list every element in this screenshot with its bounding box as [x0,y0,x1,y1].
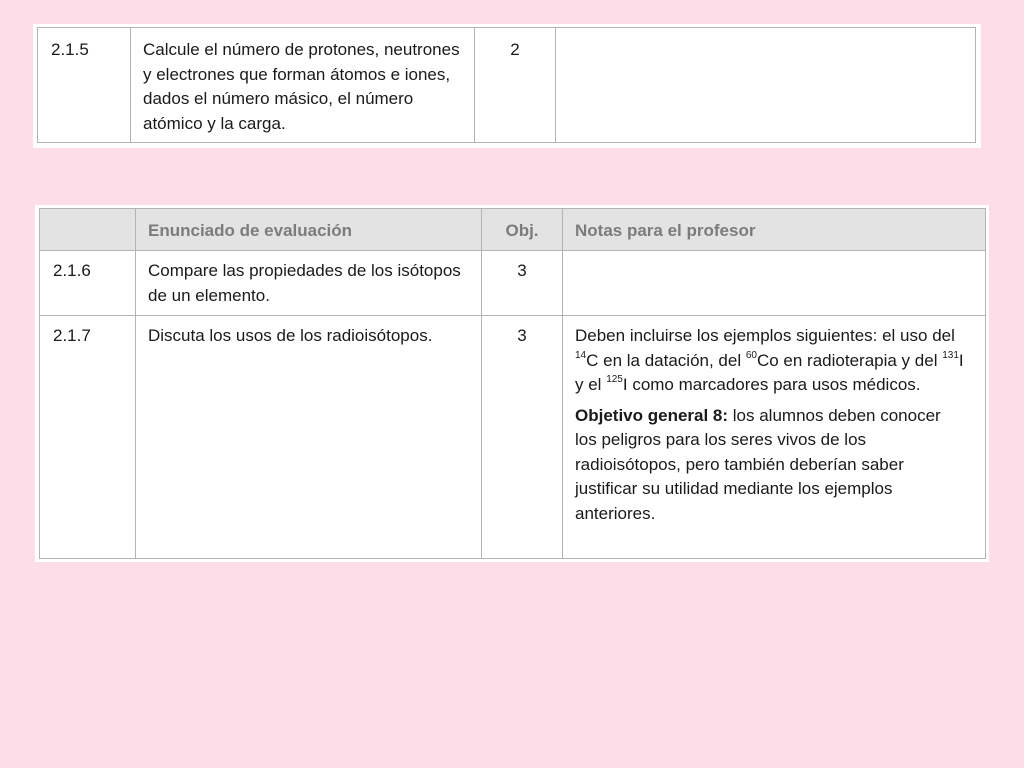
statement-cell: Compare las propiedades de los isótopos de un elemento. [136,251,482,316]
table-header-row [40,209,986,251]
table-panel-bottom [35,205,989,562]
notes-cell [563,316,986,559]
assessment-table-bottom [39,208,986,559]
notes-cell [556,28,976,143]
isotope-mass-number: 131 [942,349,959,361]
objective-label: Objetivo general 8: [575,405,729,425]
header-statement: Enunciado de evaluación [136,209,482,251]
obj-cell: 3 [482,251,563,316]
isotope-mass-number: 125 [606,374,623,385]
header-id [40,209,136,251]
isotope-mass-number: 14 [575,349,587,361]
row-id-cell: 2.1.7 [40,316,136,559]
table-panel-top [33,24,981,148]
notes-text: I y el [575,350,964,394]
notes-text: Deben incluirse los ejemplos siguientes: el uso del [575,326,955,345]
header-obj: Obj. [482,209,563,251]
row-id-cell: 2.1.6 [40,251,136,316]
header-notes: Notas para el profesor [563,209,986,251]
notes-paragraph [575,324,967,398]
notes-text: C en la datación, del [586,350,746,370]
isotope-mass-number: 60 [745,349,757,361]
table-row [40,251,986,316]
table-row [38,28,976,143]
notes-text: los alumnos deben conocer los peligros para los seres vivos de los radioisótopos, pero también deberían saber justificar su utilidad mediante los ejemplos anteriores. [575,405,941,523]
obj-cell: 3 [482,316,563,559]
assessment-table-top [37,27,976,143]
statement-cell: Discuta los usos de los radioisótopos. [136,316,482,559]
statement-cell: Calcule el número de protones, neutrones y electrones que forman átomos e iones, dados el número másico, el número atómico y la carga. [131,28,475,143]
table-row [40,316,986,559]
notes-text: I como marcadores para usos médicos. [622,375,921,394]
notes-cell [563,251,986,316]
notes-paragraph [575,404,967,527]
obj-cell: 2 [475,28,556,143]
notes-text: Co en radioterapia y del [756,350,943,370]
row-id-cell: 2.1.5 [38,28,131,143]
